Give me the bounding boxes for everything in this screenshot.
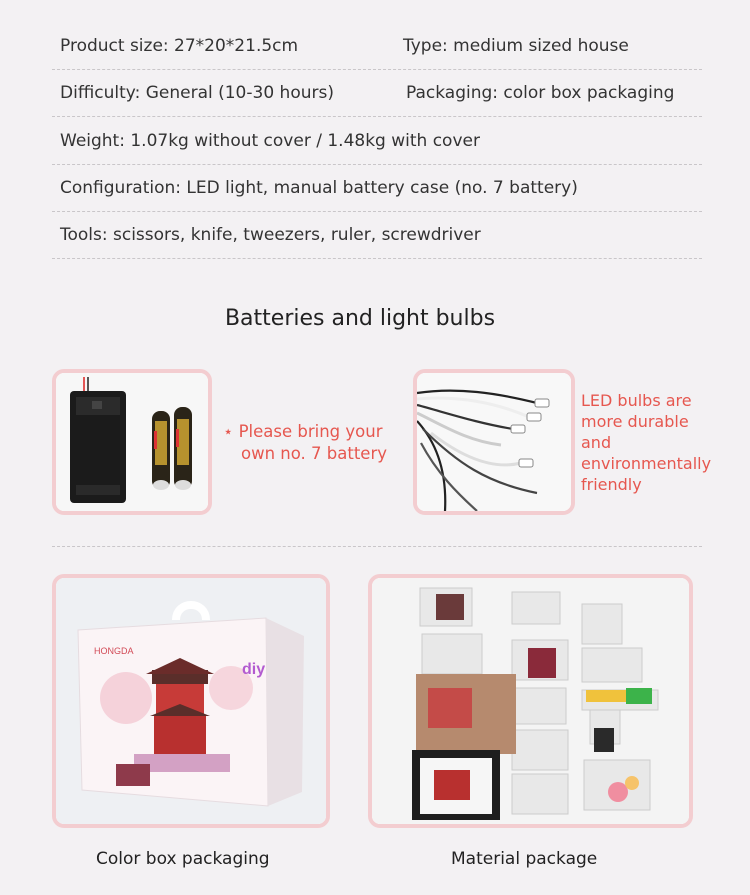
led-bulbs-image bbox=[413, 369, 575, 515]
spec-row-weight bbox=[52, 117, 702, 165]
box-brand-text: HONGDA bbox=[94, 646, 134, 656]
material-package-illustration bbox=[372, 578, 689, 824]
led-note-line2: more durable bbox=[581, 412, 689, 431]
section-divider bbox=[52, 546, 702, 547]
battery-note-line1: ⋆ Please bring your bbox=[223, 422, 383, 441]
spec-row-tools bbox=[52, 211, 702, 259]
color-box-image bbox=[52, 574, 330, 828]
spec-type: Type: medium sized house bbox=[403, 36, 629, 56]
battery-note-line2: own no. 7 battery bbox=[241, 444, 388, 463]
spec-configuration: Configuration: LED light, manual battery case (no. 7 battery) bbox=[60, 178, 578, 198]
led-note-line4: environmentally bbox=[581, 454, 712, 473]
battery-note bbox=[223, 421, 387, 465]
caption-material: Material package bbox=[451, 849, 598, 869]
section-title: Batteries and light bulbs bbox=[224, 306, 496, 331]
led-note-line5: friendly bbox=[581, 475, 642, 494]
caption-color-box: Color box packaging bbox=[96, 849, 270, 869]
spec-row-difficulty-packaging bbox=[52, 69, 702, 117]
spec-row-size-type bbox=[52, 22, 702, 70]
box-diy-text: diy bbox=[242, 661, 266, 678]
battery-case-illustration bbox=[56, 373, 208, 511]
led-note-line3: and bbox=[581, 433, 612, 452]
led-note-line1: LED bulbs are bbox=[581, 391, 692, 410]
spec-row-configuration bbox=[52, 164, 702, 212]
led-wires-illustration bbox=[417, 373, 571, 511]
spec-product-size: Product size: 27*20*21.5cm bbox=[60, 36, 299, 56]
battery-case-image bbox=[52, 369, 212, 515]
led-note bbox=[581, 390, 711, 495]
spec-tools: Tools: scissors, knife, tweezers, ruler, screwdriver bbox=[60, 225, 481, 245]
material-package-image bbox=[368, 574, 693, 828]
spec-difficulty: Difficulty: General (10-30 hours) bbox=[60, 83, 334, 103]
color-box-illustration bbox=[56, 578, 326, 824]
spec-weight: Weight: 1.07kg without cover / 1.48kg with cover bbox=[60, 131, 480, 151]
spec-packaging: Packaging: color box packaging bbox=[406, 83, 675, 103]
